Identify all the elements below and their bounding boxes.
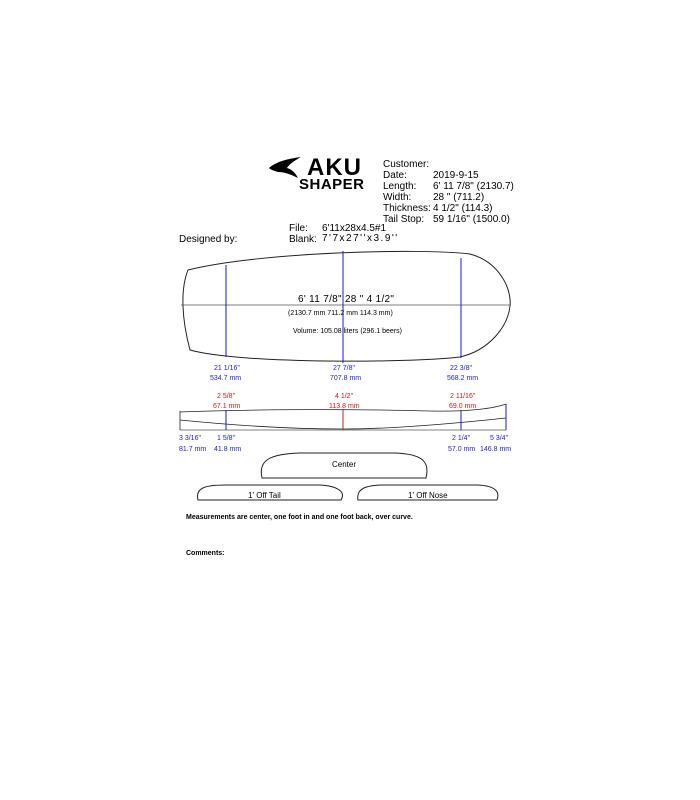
file-value: 6'11x28x4.5#1 [322,223,386,234]
blank-value: 7'7x27''x3.9'' [322,233,399,244]
main-dims: 6' 11 7/8" 28 " 4 1/2" [298,294,395,305]
thickness-label: Thickness: [383,203,431,214]
length-value: 6' 11 7/8" (2130.7) [433,181,514,192]
tail-width-mm: 534.7 mm [210,375,242,382]
tail-rocker-mm: 81.7 mm [179,446,207,453]
tail-thickness-in: 2 5/8" [217,393,236,400]
center-width-mm: 707.8 mm [330,375,362,382]
length-label: Length: [383,181,417,192]
tail1-rocker-mm: 41.8 mm [214,446,242,453]
metric-dims: (2130.7 mm 711.2 mm 114.3 mm) [288,310,393,317]
tail-rocker-in: 3 3/16" [179,435,201,442]
nose1-rocker-mm: 57.0 mm [448,446,476,453]
nose-rocker-in: 5 3/4" [490,435,509,442]
measurements-note: Measurements are center, one foot in and one foot back, over curve. [186,514,413,521]
width-value: 28 " (711.2) [433,192,485,203]
brand-name: AKU [307,154,362,181]
center-width-in: 27 7/8" [333,365,355,372]
file-label: File: [289,223,308,234]
section-off-tail-label: 1' Off Tail [248,491,281,500]
nose-thickness-mm: 69.0 mm [449,403,477,410]
blank-label: Blank: [289,234,317,245]
nose-thickness-in: 2 11/16" [450,393,476,400]
customer-label: Customer: [383,159,430,170]
designed-by-label: Designed by: [179,234,238,245]
tailstop-value: 59 1/16" (1500.0) [433,214,510,225]
tail1-rocker-in: 1 5/8" [217,435,236,442]
tailstop-label: Tail Stop: [383,214,425,225]
brand-subtitle: SHAPER [299,176,365,193]
width-label: Width: [383,192,412,203]
comments-label: Comments: [186,550,225,557]
center-thickness-mm: 113.8 mm [329,403,360,410]
date-label: Date: [383,170,407,181]
date-value: 2019-9-15 [433,170,479,181]
tail-width-in: 21 1/16" [214,365,240,372]
section-center-label: Center [332,460,357,469]
center-thickness-in: 4 1/2" [335,393,354,400]
nose1-rocker-in: 2 1/4" [452,435,471,442]
tail-thickness-mm: 67.1 mm [213,403,241,410]
nose-rocker-mm: 146.8 mm [480,446,512,453]
volume-label: Volume: 105.08 liters (296.1 beers) [293,328,402,335]
thickness-value: 4 1/2" (114.3) [433,203,493,214]
section-off-nose-label: 1' Off Nose [408,491,448,500]
nose-width-mm: 568.2 mm [447,375,479,382]
nose-width-in: 22 3/8" [450,365,472,372]
